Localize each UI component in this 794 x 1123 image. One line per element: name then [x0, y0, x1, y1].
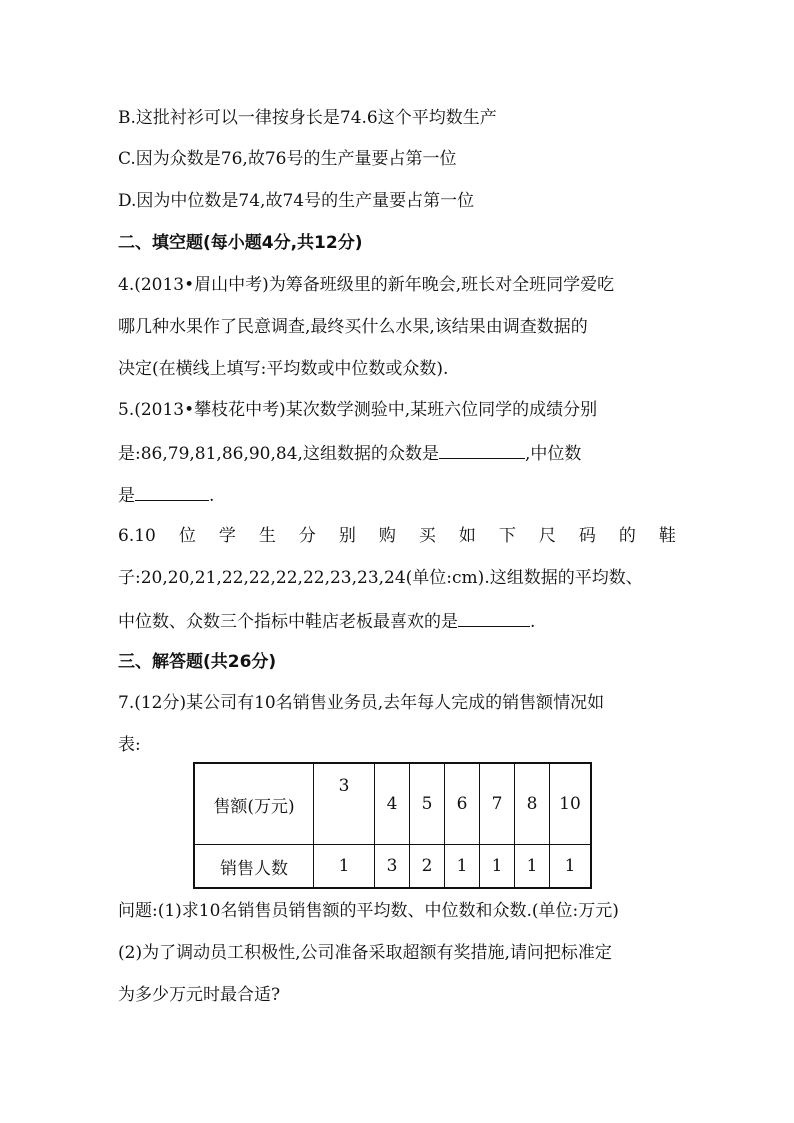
q7-line2: 表: [118, 735, 141, 755]
q7-question2-line1: (2)为了调动员工积极性,公司准备采取超额有奖措施,请问把标准定 [118, 943, 612, 963]
table-row [194, 845, 591, 889]
q6-word: 如 [458, 526, 476, 546]
table-cell: 3 [314, 763, 375, 845]
q5-blank-median [135, 482, 209, 501]
q5-line3-after: . [209, 486, 215, 506]
q6-word: 尺 [538, 526, 556, 546]
q6-word: 6.10 [118, 526, 156, 546]
q6-line3-text: 中位数、众数三个指标中鞋店老板最喜欢的是 [118, 612, 458, 632]
q4-line3: 决定(在横线上填写:平均数或中位数或众数). [118, 359, 449, 379]
q6-word: 下 [498, 526, 516, 546]
q6-word: 分 [298, 526, 316, 546]
q6-word: 生 [258, 526, 276, 546]
q6-word: 码 [578, 526, 596, 546]
q6-word: 的 [618, 526, 636, 546]
q4-line1: 4.(2013•眉山中考)为筹备班级里的新年晚会,班长对全班同学爱吃 [118, 275, 615, 295]
q6-word: 鞋 [658, 526, 676, 546]
q5-line2-text: 是:86,79,81,86,90,84,这组数据的众数是 [118, 444, 439, 464]
option-b: B.这批衬衫可以一律按身长是74.6这个平均数生产 [118, 108, 497, 128]
table-cell: 8 [515, 763, 550, 845]
q6-blank [458, 608, 530, 627]
table-cell: 7 [480, 763, 515, 845]
option-c: C.因为众数是76,故76号的生产量要占第一位 [118, 149, 457, 169]
q5-line2 [118, 440, 676, 466]
q7-question1: 问题:(1)求10名销售员销售额的平均数、中位数和众数.(单位:万元) [118, 901, 619, 921]
q6-line3-after: . [530, 612, 536, 632]
q5-line3 [118, 482, 676, 508]
q6-word: 学 [218, 526, 236, 546]
q5-line3-text: 是 [118, 486, 135, 506]
table-cell: 5 [410, 763, 445, 845]
q6-line2: 子:20,20,21,22,22,22,22,23,23,24(单位:cm).这组数据的平均数、 [118, 568, 643, 588]
table-cell: 10 [550, 763, 592, 845]
option-d: D.因为中位数是74,故74号的生产量要占第一位 [118, 191, 475, 211]
q6-word: 别 [338, 526, 356, 546]
q5-line1: 5.(2013•攀枝花中考)某次数学测验中,某班六位同学的成绩分别 [118, 400, 598, 420]
q6-line1 [118, 524, 676, 548]
table-header-count: 销售人数 [194, 845, 314, 889]
q7-line1: 7.(12分)某公司有10名销售业务员,去年每人完成的销售额情况如 [118, 693, 605, 713]
section3-title: 三、解答题(共26分) [118, 652, 277, 672]
table-cell: 1 [445, 845, 480, 889]
table-cell: 1 [314, 845, 375, 889]
q6-word: 购 [378, 526, 396, 546]
table-cell: 2 [410, 845, 445, 889]
table-cell: 1 [550, 845, 592, 889]
table-cell: 3 [375, 845, 410, 889]
q7-question2-line2: 为多少万元时最合适? [118, 985, 281, 1005]
section2-title: 二、填空题(每小题4分,共12分) [118, 233, 363, 253]
table-cell: 1 [480, 845, 515, 889]
table-row [194, 763, 591, 845]
table-header-sales: 售额(万元) [194, 763, 314, 845]
q5-line2-after: ,中位数 [524, 444, 582, 464]
table-cell: 1 [515, 845, 550, 889]
table-cell: 4 [375, 763, 410, 845]
table-cell: 6 [445, 763, 480, 845]
q6-line3 [118, 608, 676, 634]
sales-table [193, 762, 592, 889]
q6-word: 买 [418, 526, 436, 546]
q5-blank-mode [439, 440, 525, 459]
q6-word: 位 [178, 526, 196, 546]
q4-line2: 哪几种水果作了民意调查,最终买什么水果,该结果由调查数据的 [118, 317, 588, 337]
